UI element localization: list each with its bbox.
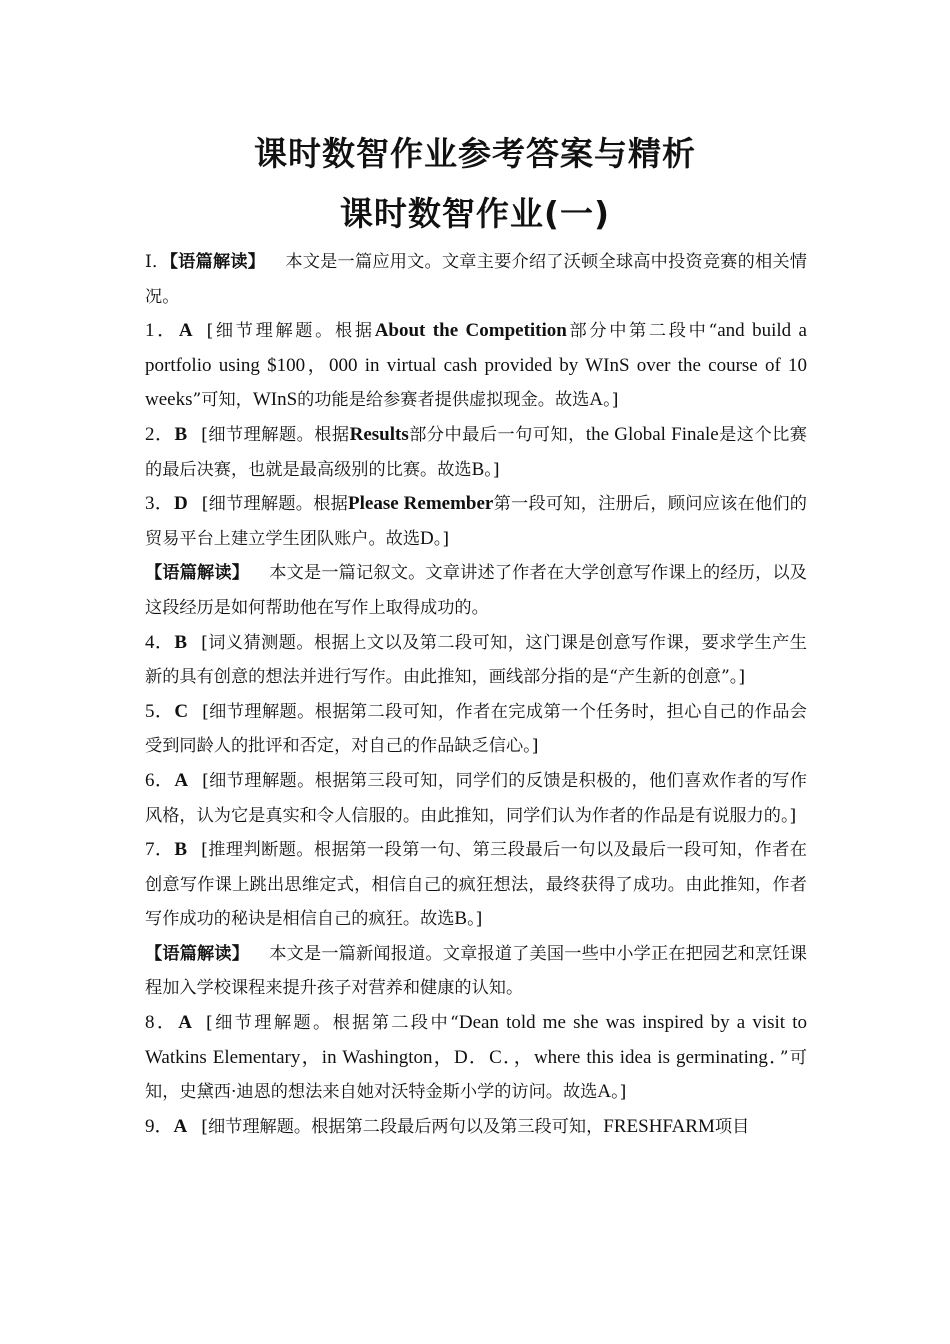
explanation-text: [细节理解题。根据第二段最后两句以及第三段可知， [201, 1116, 604, 1137]
keyword-text: Please Remember [348, 493, 494, 515]
question-number: 7． [145, 839, 175, 861]
page-subtitle: 课时数智作业(一) [339, 194, 611, 233]
answer-item [145, 487, 807, 556]
english-term: FRESHFARM [603, 1115, 715, 1137]
keyword-text: About the Competition [374, 320, 567, 342]
explanation-text: 部分中最后一句可知， [408, 424, 586, 445]
question-number: 3． [145, 493, 174, 515]
answer-letter: A [174, 769, 189, 791]
english-term: WInS [252, 389, 298, 411]
passage-text: 本文是一篇应用文。文章主要介绍了沃顿全球高中投资竞赛的相关情况。 [145, 252, 807, 307]
explanation-text: [细节理解题。根据 [206, 321, 375, 342]
explanation-text: 。] [467, 909, 483, 930]
explanation-text: 。] [603, 390, 619, 411]
part-number: Ⅰ． [145, 252, 170, 272]
answer-letter: D [173, 493, 188, 515]
explanation-text: ”可知， [192, 390, 253, 411]
question-number: 5． [145, 700, 175, 722]
explanation-text: 。] [484, 459, 500, 480]
passage-summary [145, 937, 807, 1006]
answer-item [145, 1006, 807, 1110]
passage-label: 【语篇解读】 [169, 252, 266, 272]
english-term: A [597, 1081, 612, 1103]
explanation-text: ”可知，史黛西·迪恩的想法来自她对沃特金斯小学的访问。故选 [145, 1047, 807, 1103]
answer-content [145, 245, 807, 1144]
explanation-text: [推理判断题。根据第一段第一句、第三段最后一句以及最后一段可知，作者在创意写作课上跳出思维定式，相信自己的疯狂想法，最终获得了成功。由此推知，作者写作成功的秘诀是相信自己的疯狂。故选 [145, 840, 807, 930]
answer-letter: B [174, 423, 188, 445]
answer-letter: B [174, 631, 188, 653]
answer-letter: A [173, 1115, 188, 1137]
passage-label: 【语篇解读】 [145, 563, 250, 584]
english-term: B [454, 908, 468, 930]
question-number: 9． [145, 1115, 174, 1137]
answer-letter: B [174, 839, 188, 861]
explanation-text: 。] [611, 1082, 627, 1103]
english-term: A [589, 389, 604, 411]
explanation-text: 是这个比赛的最后决赛，也就是最高级别的比赛。故选 [145, 424, 807, 480]
quoted-text: Dean told me she was inspired by a visit to Watkins Elementary，in Washington，D．C．，where this idea is germinating． [145, 1012, 807, 1068]
quoted-text: the Global Finale [585, 423, 719, 445]
explanation-text: 的功能是给参赛者提供虚拟现金。故选 [297, 390, 590, 411]
answer-letter: A [178, 1012, 193, 1034]
explanation-text: [词义猜测题。根据上文以及第二段可知，这门课是创意写作课，要求学生产生新的具有创意的想法并进行写作。由此推知，画线部分指的是“产生新的创意”。] [145, 632, 807, 688]
explanation-text: 第一段可知，注册后，顾问应该在他们的贸易平台上建立学生团队账户。故选 [145, 494, 807, 549]
passage-summary [145, 556, 807, 625]
explanation-text: [细节理解题。根据 [201, 494, 349, 515]
answer-item [145, 764, 807, 833]
answer-letter: A [178, 320, 193, 342]
answer-item [145, 1110, 807, 1145]
quoted-text: and build a portfolio using $100，000 in virtual cash provided by WInS over the course of 10 weeks [145, 320, 807, 411]
explanation-text: [细节理解题。根据 [201, 424, 350, 445]
explanation-text: [细节理解题。根据第二段中“ [206, 1013, 459, 1034]
passage-summary [145, 245, 807, 314]
answer-item [145, 833, 807, 937]
keyword-text: Results [349, 423, 409, 445]
explanation-text: 部分中第二段中“ [566, 321, 718, 342]
answer-item [145, 695, 807, 764]
explanation-text: [细节理解题。根据第三段可知，同学们的反馈是积极的，他们喜欢作者的写作风格，认为它是真实和令人信服的。由此推知，同学们认为作者的作品是有说服力的。] [145, 770, 807, 826]
passage-label: 【语篇解读】 [145, 943, 250, 964]
passage-text: 本文是一篇新闻报道。文章报道了美国一些中小学正在把园艺和烹饪课程加入学校课程来提升孩子对营养和健康的认知。 [145, 943, 807, 999]
question-number: 4． [145, 631, 175, 653]
question-number: 6． [145, 769, 175, 791]
question-number: 2． [145, 423, 175, 445]
page-title: 课时数智作业参考答案与精析 [254, 134, 696, 173]
answer-item [145, 418, 807, 487]
explanation-text: 项目 [714, 1116, 750, 1137]
answer-letter: C [174, 700, 189, 722]
explanation-text: 。] [433, 528, 450, 549]
question-number: 1． [145, 320, 179, 342]
passage-text: 本文是一篇记叙文。文章讲述了作者在大学创意写作课上的经历，以及这段经历是如何帮助他在写作上取得成功的。 [145, 563, 807, 618]
english-term: D [420, 527, 434, 549]
answer-item [145, 314, 807, 418]
answer-item [145, 626, 807, 695]
question-number: 8． [145, 1012, 179, 1034]
english-term: B [471, 458, 485, 480]
explanation-text: [细节理解题。根据第二段可知，作者在完成第一个任务时，担心自己的作品会受到同龄人的批评和否定，对自己的作品缺乏信心。] [145, 701, 807, 757]
